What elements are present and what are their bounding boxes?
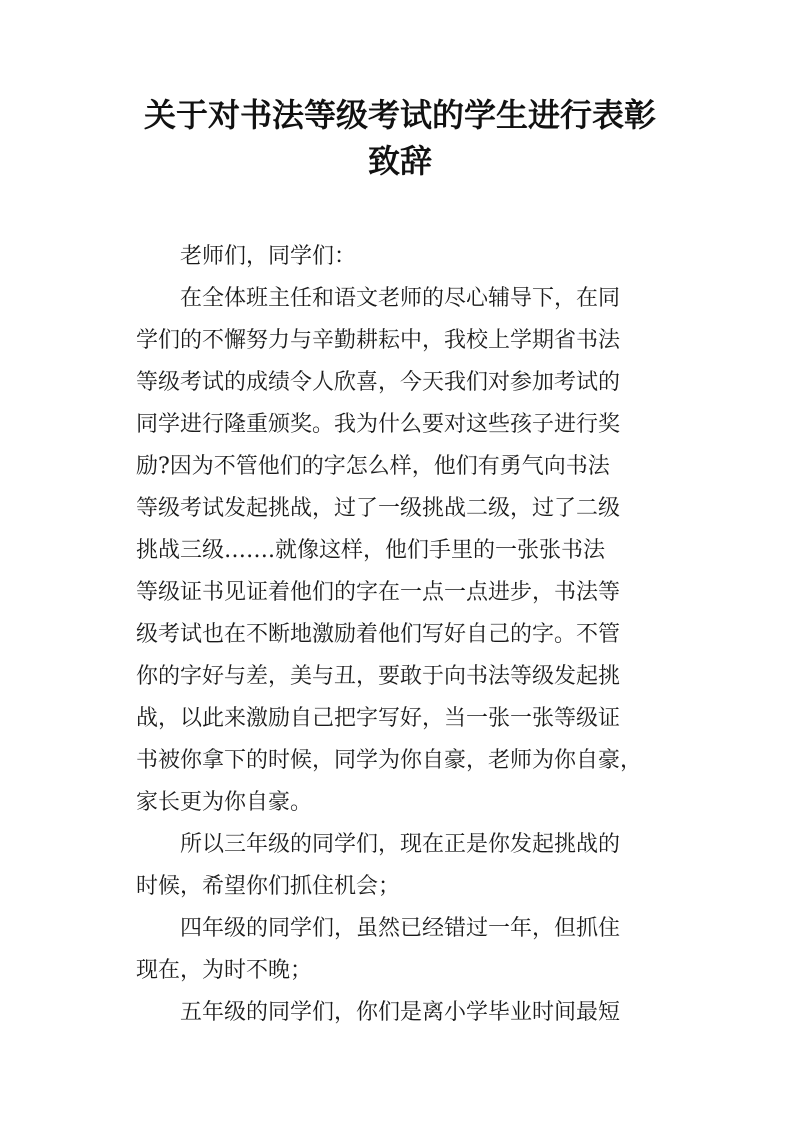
body-line: 同学进行隆重颁奖。我为什么要对这些孩子进行奖: [136, 412, 621, 437]
body-line: 四年级的同学们，虽然已经错过一年，但抓住: [180, 916, 621, 941]
body-line: 老师们，同学们：: [180, 244, 357, 269]
body-line: 战，以此来激励自己把字写好，当一张一张等级证: [136, 706, 621, 731]
body-line: 书被你拿下的时候，同学为你自豪，老师为你自豪，: [136, 748, 643, 773]
body-line: 现在，为时不晚；: [136, 958, 313, 983]
body-line: 在全体班主任和语文老师的尽心辅导下，在同: [180, 286, 621, 311]
body-line: 励?因为不管他们的字怎么样，他们有勇气向书法: [136, 454, 610, 479]
body-line: 学们的不懈努力与辛勤耕耘中，我校上学期省书法: [136, 328, 621, 353]
body-line: 你的字好与差，美与丑，要敢于向书法等级发起挑: [136, 664, 621, 689]
body-line: 等级考试的成绩令人欣喜，今天我们对参加考试的: [136, 370, 621, 395]
body-line: 等级证书见证着他们的字在一点一点进步，书法等: [136, 580, 621, 605]
body-line: 等级考试发起挑战，过了一级挑战二级，过了二级: [136, 496, 621, 521]
title-line: 关于对书法等级考试的学生进行表彰: [143, 96, 656, 134]
page-title: [130, 92, 670, 184]
body-line: 时候，希望你们抓住机会；: [136, 874, 401, 899]
body-line: 家长更为你自豪。: [136, 790, 313, 815]
document-body: [136, 236, 676, 1034]
body-line: 级考试也在不断地激励着他们写好自己的字。不管: [136, 622, 621, 647]
title-line: 致辞: [367, 142, 432, 180]
body-line: 挑战三级…….就像这样，他们手里的一张张书法: [136, 538, 605, 563]
body-line: 五年级的同学们，你们是离小学毕业时间最短: [180, 1000, 621, 1025]
body-line: 所以三年级的同学们，现在正是你发起挑战的: [180, 832, 621, 857]
